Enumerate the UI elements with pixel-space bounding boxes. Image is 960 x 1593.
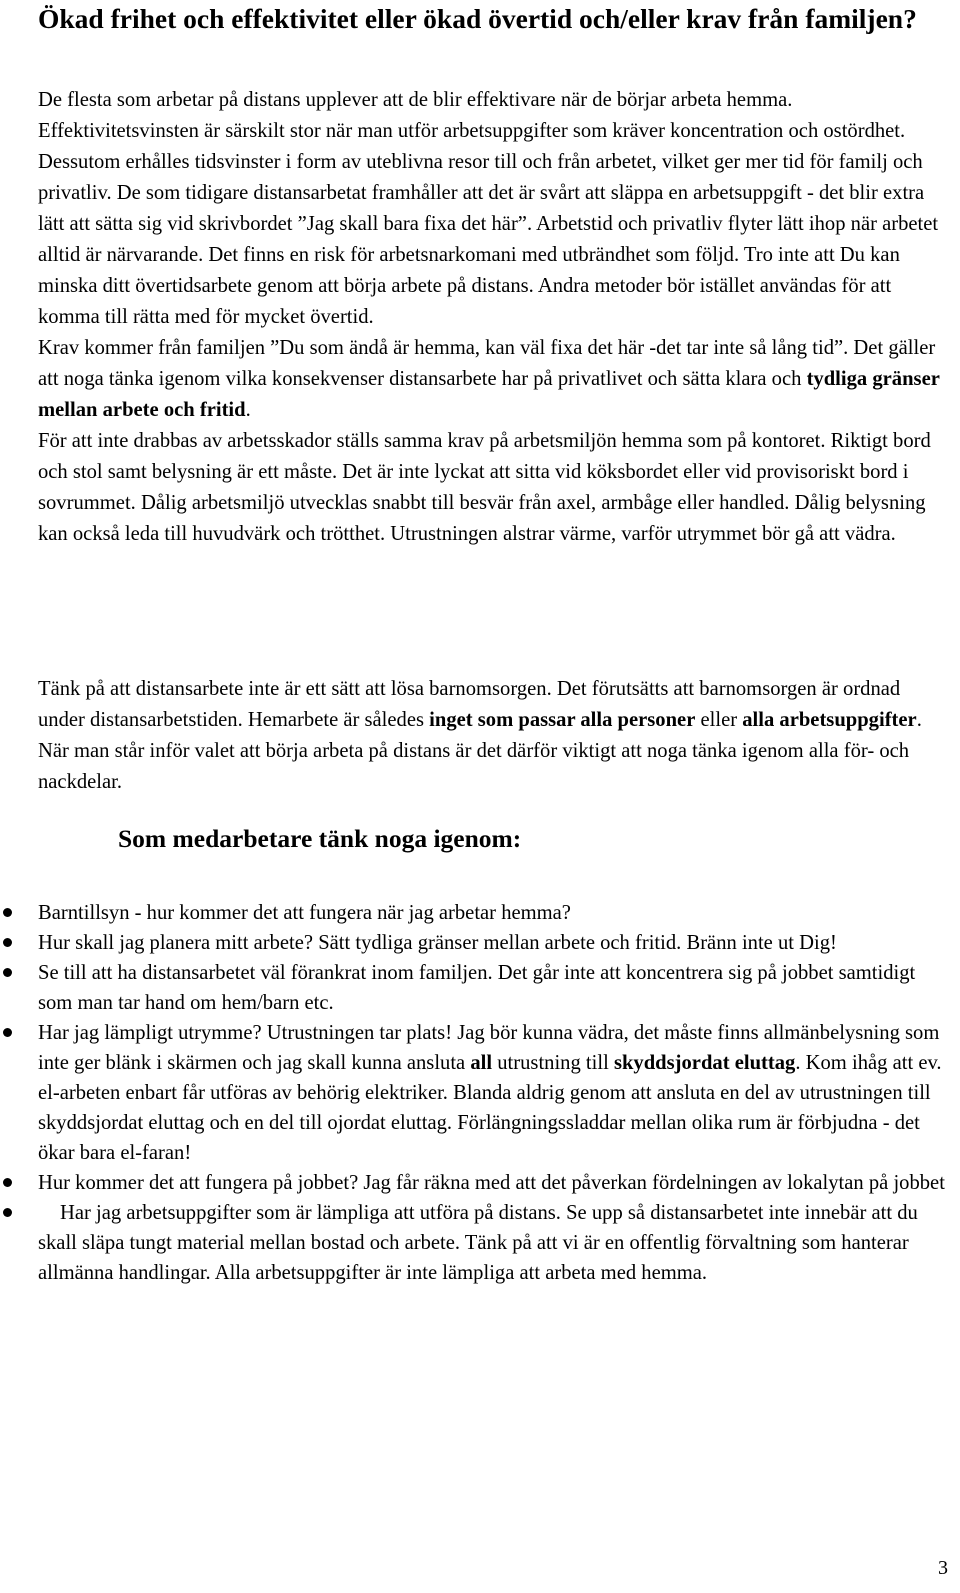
page-number: 3 [938, 1557, 948, 1579]
paragraph-childcare [38, 674, 943, 798]
emphasis-not-for-everyone: inget som passar alla personer [429, 709, 696, 731]
bullet-icon [3, 1208, 12, 1217]
list-item [0, 898, 960, 928]
emphasis-boundaries: tydliga gränser mellan arbete och fritid [38, 368, 940, 421]
list-item-text: Hur kommer det att fungera på jobbet? Jag får räkna med att det påverkan fördelningen av lokalytan på jobbet [38, 1172, 945, 1194]
list-item-text: Har jag lämpligt utrymme? Utrustningen tar plats! Jag bör kunna vädra, det måste finns allmänbelysning som inte ger blänk i skärmen och jag skall kunna ansluta [38, 1022, 940, 1074]
bullet-icon [3, 908, 12, 917]
list-item-text: Barntillsyn - hur kommer det att fungera när jag arbetar hemma? [38, 902, 571, 924]
bullet-icon [3, 968, 12, 977]
paragraph-family-demands-end: . [245, 399, 251, 421]
list-item [0, 1168, 960, 1198]
list-item [0, 928, 960, 958]
bullet-icon [3, 938, 12, 947]
list-item-text-mid: utrustning till [492, 1052, 614, 1074]
list-item-text: Se till att ha distansarbetet väl förankrat inom familjen. Det går inte att koncentrera sig på jobbet samtidigt som man tar hand om hem/barn etc. [38, 962, 916, 1014]
paragraph-efficiency-text: De flesta som arbetar på distans upplever att de blir effektivare när de börjar arbeta hemma. Effektivitetsvinsten är särskilt stor när man utför arbetsuppgifter som kräver koncentration och ostördhet. Dessutom erhålles tidsvinster i form av uteblivna resor till och från arbetet, vilket ger mer tid för familj och privatliv. De som tidigare distansarbetat framhåller att det är svårt att släppa en arbetsuppgift - det blir extra lätt att sätta sig vid skrivbordet ”Jag skall bara fixa det här”. Arbetstid och privatliv flyter lätt ihop när arbetet alltid är närvarande. Det finns en risk för arbetsnarkomani med utbrändhet som följd. Tro inte att Du kan minska ditt övertidsarbete genom att börja arbete på distans. Andra metoder bör istället användas för att komma till rätta med för mycket övertid. [38, 89, 939, 328]
paragraph-childcare-end: . När man står inför valet att börja arbeta på distans är det därför viktigt att noga tänka igenom alla för- och nackdelar. [38, 709, 922, 793]
section-heading: Som medarbetare tänk noga igenom: [118, 824, 522, 853]
paragraph-efficiency [38, 85, 943, 333]
paragraph-family-demands [38, 333, 943, 426]
list-item-text: Hur skall jag planera mitt arbete? Sätt tydliga gränser mellan arbete och fritid. Bränn inte ut Dig! [38, 932, 837, 954]
paragraph-childcare-text: Tänk på att distansarbete inte är ett sätt att lösa barnomsorgen. Det förutsätts att barnomsorgen är ordnad under distansarbetstiden. Hemarbete är således [38, 678, 901, 731]
bullet-icon [3, 1178, 12, 1187]
body-text-section-1 [38, 85, 943, 550]
bullet-icon [3, 1028, 12, 1037]
emphasis-grounded-outlet: skyddsjordat eluttag [613, 1052, 796, 1074]
paragraph-childcare-mid: eller [695, 709, 743, 731]
list-item [0, 1198, 960, 1288]
list-item-text-end: . Kom ihåg att ev. el-arbeten enbart får utföras av behörig elektriker. Blanda aldrig genom att ansluta en del av utrustningen till skyddsjordat eluttag och en del till ojordat eluttag. Förlängningssladdar mellan olika rum är förbjudna - det ökar bara el-faran! [38, 1052, 942, 1164]
list-item [0, 958, 960, 1018]
checklist [0, 898, 960, 1288]
body-text-section-2 [38, 674, 943, 798]
emphasis-all-tasks: alla arbetsuppgifter [742, 709, 917, 731]
paragraph-work-environment: För att inte drabbas av arbetsskador ställs samma krav på arbetsmiljön hemma som på kontoret. Riktigt bord och stol samt belysning är ett måste. Det är inte lyckat att sitta vid köksbordet eller vid provisoriskt bord i sovrummet. Dålig arbetsmiljö utvecklas snabbt till besvär från axel, armbåge eller handled. Dålig belysning kan också leda till huvudvärk och trötthet. Utrustningen alstrar värme, varför utrymmet bör gå att vädra. [38, 430, 931, 545]
emphasis-all: all [470, 1052, 493, 1074]
paragraph-family-demands-text: Krav kommer från familjen ”Du som ändå är hemma, kan väl fixa det här -det tar inte så lång tid”. Det gäller att noga tänka igenom vilka konsekvenser distansarbete har på privatlivet och sätta klara och [38, 337, 936, 390]
list-item-text: Har jag arbetsuppgifter som är lämpliga att utföra på distans. Se upp så distansarbetet inte innebär att du skall släpa tungt material mellan bostad och arbete. Tänk på att vi är en offentlig förvaltning som hanterar allmänna handlingar. Alla arbetsuppgifter är inte lämpliga att arbeta med hemma. [38, 1202, 918, 1284]
list-item [0, 1018, 960, 1168]
page-title: Ökad frihet och effektivitet eller ökad övertid och/eller krav från familjen? [38, 3, 917, 34]
